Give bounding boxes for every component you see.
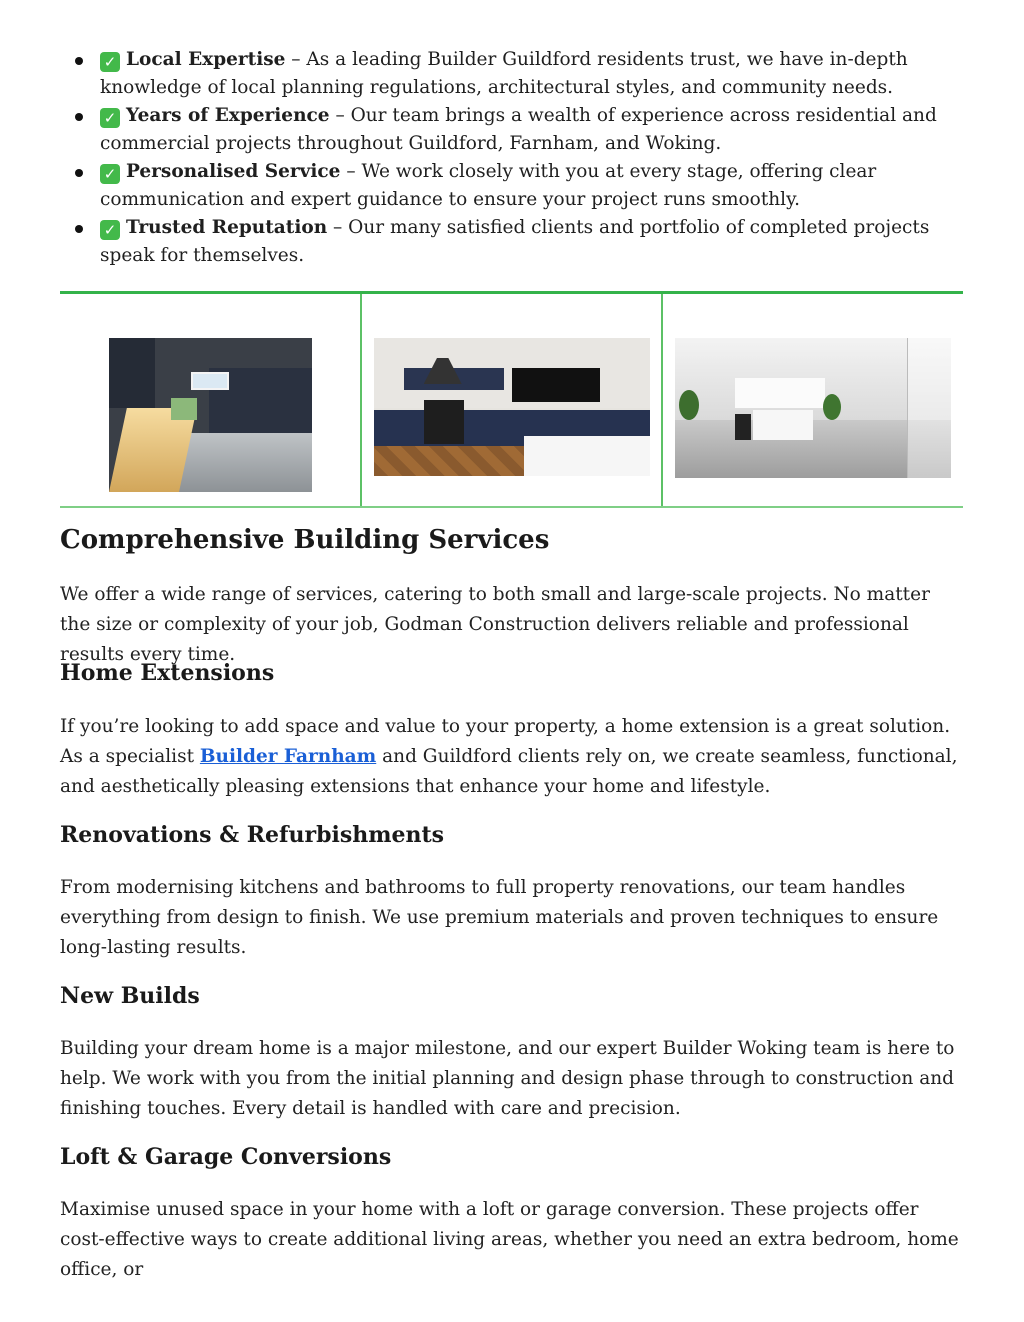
service-heading: Home Extensions: [60, 660, 275, 686]
section-heading: Comprehensive Building Services: [60, 525, 550, 555]
feature-text: – Our many satisfied clients and portfolio of completed projects speak for themselves.: [100, 217, 930, 266]
feature-text: – Our team brings a wealth of experience across residential and commercial projects throughout Guildford, Farnham, and Woking.: [100, 105, 937, 154]
office-photo: [675, 338, 951, 478]
kitchen-photo: [109, 338, 312, 492]
bullet-icon: [75, 57, 83, 65]
service-paragraph: Building your dream home is a major milestone, and our expert Builder Woking team is here to help. We work with you from the initial planning and design phase through to construction and finishing touches. Every detail is handled with care and precision.: [60, 1038, 955, 1119]
paragraph-text: and Guildford clients rely on, we create seamless, functional, and aesthetically pleasing extensions that enhance your home and lifestyle.: [60, 746, 958, 797]
features-list: [60, 46, 963, 270]
check-mark-icon: ✓: [100, 220, 120, 240]
gallery-cell: [362, 294, 664, 506]
service-heading: New Builds: [60, 983, 200, 1009]
service-paragraph: Maximise unused space in your home with a loft or garage conversion. These projects offer cost-effective ways to create additional living areas, whether you need an extra bedroom, home office, or: [60, 1199, 959, 1280]
check-mark-icon: ✓: [100, 164, 120, 184]
service-heading: Renovations & Refurbishments: [60, 822, 445, 848]
gallery-cell: [60, 294, 362, 506]
feature-text: – We work closely with you at every stage, offering clear communication and expert guidance to ensure your project runs smoothly.: [100, 161, 877, 210]
bullet-icon: [75, 169, 83, 177]
list-item: [60, 158, 963, 214]
service-paragraph: From modernising kitchens and bathrooms to full property renovations, our team handles everything from design to finish. We use premium materials and proven techniques to ensure long-lasting results.: [60, 877, 939, 958]
bullet-icon: [75, 113, 83, 121]
service-heading: Loft & Garage Conversions: [60, 1144, 392, 1170]
service-paragraph: [60, 712, 963, 802]
feature-title: Trusted Reputation: [126, 217, 328, 238]
list-item: [60, 102, 963, 158]
gallery-cell: [663, 294, 963, 506]
feature-text: – As a leading Builder Guildford residents trust, we have in-depth knowledge of local planning regulations, architectural styles, and community needs.: [100, 49, 908, 98]
list-item: [60, 214, 963, 270]
builder-farnham-link[interactable]: Builder Farnham: [199, 746, 377, 767]
check-mark-icon: ✓: [100, 52, 120, 72]
bullet-icon: [75, 225, 83, 233]
list-item: [60, 46, 963, 102]
kitchen-photo: [374, 338, 650, 476]
gallery-table: [60, 291, 963, 508]
intro-paragraph: We offer a wide range of services, catering to both small and large-scale projects. No matter the size or complexity of your job, Godman Construction delivers reliable and professional results every time.: [60, 584, 930, 665]
feature-title: Local Expertise: [126, 49, 286, 70]
check-mark-icon: ✓: [100, 108, 120, 128]
feature-title: Years of Experience: [126, 105, 330, 126]
feature-title: Personalised Service: [126, 161, 341, 182]
paragraph-text: If you’re looking to add space and value to your property, a home extension is a great solution. As a specialist: [60, 716, 951, 767]
